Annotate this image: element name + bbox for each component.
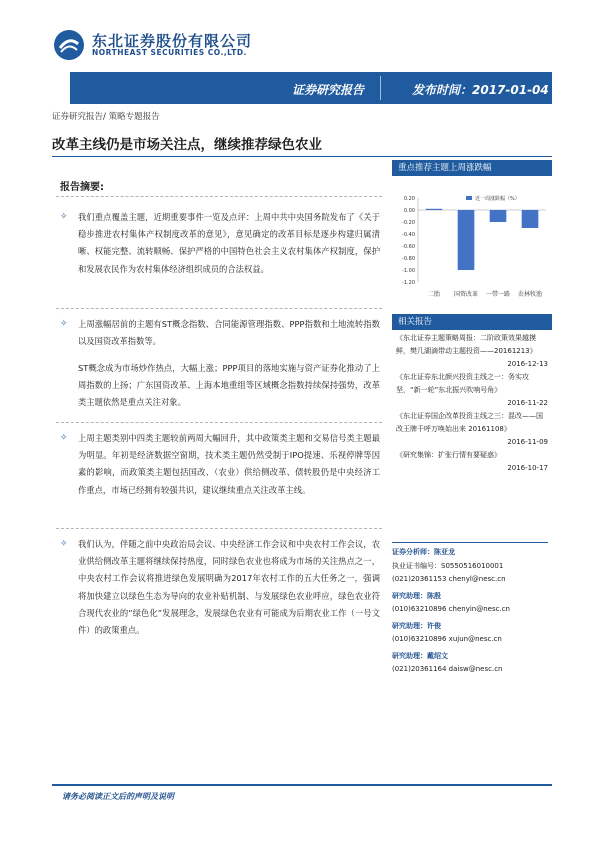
y-tick-label: -0.80 [402,256,415,262]
chart-title: 重点推荐主题上周涨跌幅 [392,160,552,176]
analyst-role: 证券分析师：陈亚龙 [392,548,455,556]
related-report-date: 2016-11-22 [507,399,548,407]
y-tick-label: 0.20 [403,196,415,202]
analyst-block [392,542,548,677]
bullet-icon: ✧ [60,319,68,329]
analyst-contact[interactable]: (010)63210896 chenyin@nesc.cn [392,605,510,613]
company-name-cn: 东北证券股份有限公司 [92,32,253,50]
summary-paragraph [60,536,380,639]
analyst-info: 执业证书编号：S0550516010001 [392,561,504,570]
page-title: 改革主线仍是市场关注点，继续推荐绿色农业 [52,137,322,153]
paragraph-text: 我们重点覆盖主题，近期重要事件一览及点评：上周中共中央国务院发布了《关于稳步推进农村集体产权制度改革的意见》，意见确定的改革目标是逐步构建归属清晰、权能完整、流转顺畅、保护严格的中国特色社会主义农村集体产权制度，保护和发展农民作为农村集体经济组织成员的合法权益。 [78,212,380,274]
summary-paragraph [60,209,380,278]
header-banner [70,72,552,104]
analyst-contact[interactable]: (010)63210896 xujun@nesc.cn [392,635,502,643]
analyst-contact[interactable]: (021)20361153 chenyl@nesc.cn [392,575,506,583]
bar [458,210,475,270]
related-report-date: 2016-11-09 [507,438,548,446]
bar [426,209,443,210]
related-report[interactable]: 《东北证券主题策略周报：二阶政策效果越摸鲜，樊几湖滴带动主题投资——20161213》 [396,334,537,355]
analyst-role: 研究助理：戴绍文 [392,651,448,660]
related-report[interactable]: 《东北证券东北颜兴投资主线之一：务实攻坚，“新一轮”东北振兴吹响号角》 [396,373,529,394]
bar-chart [392,186,552,306]
y-tick-label: 0.00 [403,208,415,214]
divider [56,422,382,423]
legend-swatch [466,196,472,200]
publish-date: 发布时间：2017-01-04 [412,83,549,97]
x-tick-label: 二胎 [427,291,441,298]
footer-divider [52,784,552,786]
analyst-role: 研究助理：许俊 [392,621,441,630]
summary-subparagraph: ST概念成为市场炒作热点，大幅上涨；PPP项目的落地实施与资产证券化推动了上周指数的上扬；广东国资改革、上海本地重组等区域概念指数持续保持强势，改革类主题依然是重点关注对象。 [78,363,380,408]
paragraph-text: 上周涨幅居前的主题有ST概念指数、合同能源管理指数、PPP指数和土地流转指数以及国资改革指数等。 [78,319,380,347]
paragraph-text: 我们认为，伴随之前中央政治局会议、中央经济工作会议和中央农村工作会议，农业供给侧改革主题将继续保持热度，同时绿色农业也将成为市场的关注热点之一，中央农村工作会议将推进绿色发展明确为2017年农村工作的五大任务之一，强调将加快建立以绿色生态为导向的农业补贴机制、与发展绿色农业呼应，绿色农业符合现代农业的“绿色化”发展理念，发展绿色农业有可能成为后期农业工作（一号文件）的政策重点。 [78,539,380,636]
analyst-contact[interactable]: (021)20361164 daisw@nesc.cn [392,665,503,673]
bullet-icon: ✧ [60,539,68,549]
divider [56,528,382,529]
x-tick-label: 农林牧渔 [517,291,543,298]
x-tick-label: 一带一路 [485,291,511,298]
y-tick-label: -1.20 [402,280,415,286]
company-name-en: NORTHEAST SECURITIES CO.,LTD. [92,48,247,57]
related-report-date: 2016-10-17 [507,464,548,472]
related-title: 相关报告 [392,314,552,330]
summary-paragraph [60,430,380,499]
breadcrumb: 证券研究报告/ 策略专题报告 [52,112,160,122]
bar [490,210,507,222]
related-report[interactable]: 《研究集锦：扩张行情有要疑惑》 [396,451,501,459]
banner-divider [380,76,381,100]
summary-paragraph [60,316,380,350]
bar-chart-svg [392,186,552,306]
related-list [396,332,548,475]
company-logo-icon [54,30,84,60]
x-tick-label: 国资改革 [453,291,479,298]
related-report[interactable]: 《东北证券国企改革投资主线之三：混改——国改王牌千呼万唤始出来 20161108》 [396,412,543,433]
bar [522,210,539,228]
y-tick-label: -0.20 [402,220,415,226]
y-tick-label: -1.00 [402,268,415,274]
legend-label: 近一周涨跌幅（%） [475,196,520,202]
title-divider [52,156,552,157]
divider [56,196,382,197]
summary-heading: 报告摘要: [60,182,104,193]
footer-disclaimer[interactable]: 请务必阅读正文后的声明及说明 [62,792,174,801]
y-tick-label: -0.60 [402,244,415,250]
related-report-date: 2016-12-13 [507,360,548,368]
bullet-icon: ✧ [60,212,68,222]
y-tick-label: -0.40 [402,232,415,238]
bullet-icon: ✧ [60,433,68,443]
paragraph-text: 上周主题类别中四类主题较前两周大幅回升，其中政策类主题和交易信号类主题最为明显。年初是经济数据空窗期，技术类主题仍然受制于IPO提速、乐视停牌等因素的影响，而政策类主题包括国改、（农业）供给侧改革、债转股仍是中央经济工作重点，市场已经拥有较强共识，建议继续重点关注改革主线。 [78,433,380,495]
analyst-role: 研究助理：陈殷 [392,591,441,600]
report-type-label: 证券研究报告 [292,83,365,97]
divider [56,308,382,309]
